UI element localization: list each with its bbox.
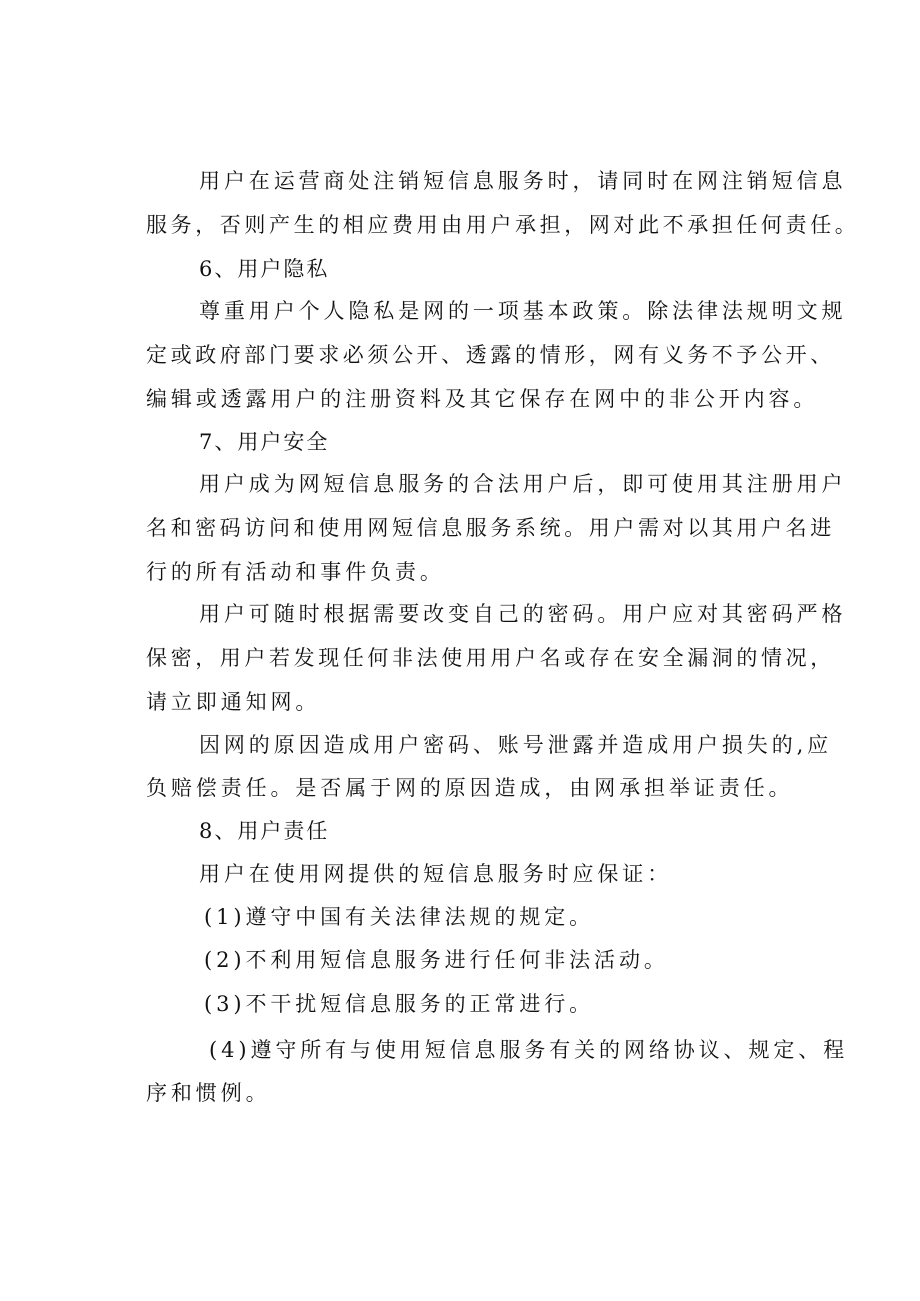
paragraph-line: 定或政府部门要求必须公开、透露的情形，网有义务不予公开、 [146,343,835,367]
paragraph-line: 用户在运营商处注销短信息服务时，请同时在网注销短信息 [199,169,847,193]
paragraph-line: 编辑或透露用户的注册资料及其它保存在网中的非公开内容。 [146,387,819,411]
paragraph-line: 用户成为网短信息服务的合法用户后，即可使用其注册用户 [199,472,847,496]
section-heading-security: 7、用户安全 [199,430,330,454]
paragraph-line: 请立即通知网。 [146,690,321,714]
paragraph-line: 负赔偿责任。是否属于网的原因造成，由网承担举证责任。 [146,776,794,800]
paragraph-line: 用户在使用网提供的短信息服务时应保证： [199,862,673,886]
section-heading-responsibility: 8、用户责任 [199,819,330,843]
section-heading-privacy: 6、用户隐私 [199,257,330,281]
paragraph-line: 保密，用户若发现任何非法使用用户名或存在安全漏洞的情况， [146,646,835,670]
list-item: (3)不干扰短信息服务的正常进行。 [204,992,595,1016]
list-item: (4)遵守所有与使用短信息服务有关的网络协议、规定、程 [209,1038,849,1062]
paragraph-line: 用户可随时根据需要改变自己的密码。用户应对其密码严格 [199,602,847,626]
paragraph-line: 因网的原因造成用户密码、账号泄露并造成用户损失的,应 [199,733,833,757]
list-item: (1)遵守中国有关法律法规的规定。 [204,905,595,929]
paragraph-line: 行的所有活动和事件负责。 [146,560,445,584]
list-item-continuation: 序和惯例。 [146,1081,271,1105]
list-item: (2)不利用短信息服务进行任何非法活动。 [204,948,669,972]
paragraph-line: 名和密码访问和使用网短信息服务系统。用户需对以其用户名进 [146,516,835,540]
paragraph-line: 尊重用户个人隐私是网的一项基本政策。除法律法规明文规 [199,299,847,323]
paragraph-line: 服务，否则产生的相应费用由用户承担，网对此不承担任何责任。 [146,213,860,237]
